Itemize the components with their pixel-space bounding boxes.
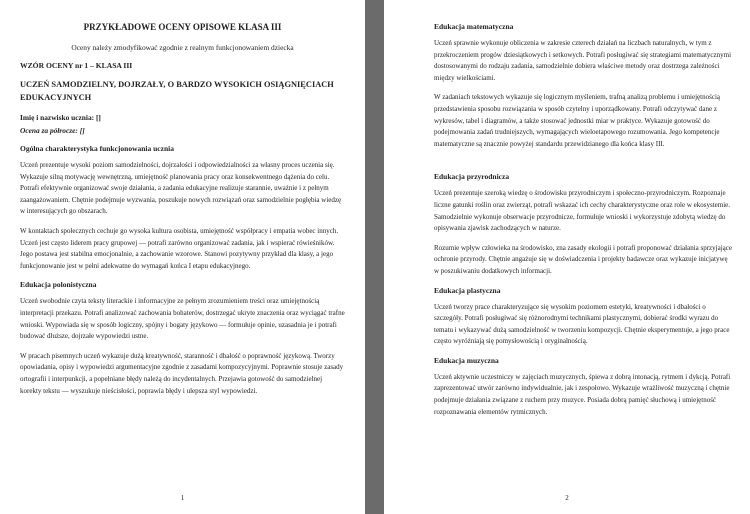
nature-paragraph-1: Uczeń prezentuje szeroką wiedzę o środowisku przyrodniczym i społeczno-przyrodniczym. Rozpoznaje liczne gatunki roślin oraz zwierząt, potrafi wskazać ich cechy charakterystyczne oraz role w ekosystemie. Samodzielnie wykonuje obserwacje przyrodnicze, formułuje wnioski i wykorzystuje zdobytą wiedzę do opisywania zjawisk zachodzących w naturze. — [434, 189, 730, 233]
document-subtitle: Oceny należy zmodyfikować zgodnie z realnym funkcjonowaniem dziecka — [71, 43, 294, 52]
polish-paragraph-1: Uczeń swobodnie czyta teksty literackie i informacyjne ze pełnym zrozumieniem treści oraz umiejętnością interpretacji przekazu. Potrafi analizować zachowania bohaterów, dostrzegać ukryte znaczenia oraz wyciągać trafne wnioski. Wypowiada się w sposób logiczny, spójny i bogaty językowo — formułuje opinie, uzasadnia je i potrafi budować dłuższe, dojrzałe wypowiedzi ustne. — [20, 297, 345, 341]
document-page-2 — [384, 0, 750, 514]
page-2-content — [434, 22, 734, 426]
page-1-content — [20, 22, 345, 405]
polish-paragraph-2: W pracach pisemnych uczeń wykazuje dużą kreatywność, staranność i dbałość o poprawność językową. Tworzy opowiadania, opisy i wypowiedzi argumentacyjne zgodnie z zasadami kompozycyjnymi. Poprawnie stosuje zasady ortografii i interpunkcji, a popełniane błędy należą do incydentalnych. Przejawia gotowość do samodzielnej korekty tekstu — wyszukuje nieścisłości, poprawia błędy i ulepsza styl wypowiedzi. — [20, 351, 344, 395]
document-page-1 — [0, 0, 365, 514]
general-section-heading: Ogólna charakterystyka funkcjonowania ucznia — [20, 144, 174, 153]
semester-grade-field: Ocena za półrocze: [] — [20, 126, 85, 135]
nature-paragraph-2: Rozumie wpływ człowieka na środowisko, zna zasady ekologii i potrafi proponować działania sprzyjające ochronie przyrody. Chętnie angażuje się w doświadczenia i projekty badawcze oraz wykazuje inicjatywę w poszukiwaniu dodatkowych informacji. — [434, 243, 732, 275]
document-title: PRZYKŁADOWE OCENY OPISOWE KLASA III — [83, 22, 282, 32]
music-section-heading: Edukacja muzyczna — [434, 355, 499, 365]
math-paragraph-2: W zadaniach tekstowych wykazuje się logicznym myśleniem, trafną analizą problemu i umiejętnością przedstawienia sposobu rozwiązania w sposób czytelny i uporządkowany. Potrafi odczytywać dane z wykresów, tabel i diagramów, a także stosować jednostki miar w praktyce. Wykazuje gotowość do podejmowania zadań trudniejszych, wymagających wieloetapowego rozumowania. Jego kompetencje matematyczne są znacznie powyżej standardu przewidzianego dla końca klasy III. — [434, 93, 720, 148]
page-gap — [365, 0, 384, 514]
general-paragraph-2: W kontaktach społecznych cechuje go wysoka kultura osobista, umiejętność współpracy i empatia wobec innych. Uczeń jest często liderem pracy grupowej — potrafi zarówno organizować zadania, jak i wspierać rówieśników. Jego postawa jest stabilna emocjonalnie, a zachowanie wzorowe. Stanowi pozytywny przykład dla klasy, a jego funkcjonowanie jest w pełni adekwatne do wymagań końca I etapu edukacyjnego. — [20, 226, 339, 270]
music-paragraph-1: Uczeń aktywnie uczestniczy w zajęciach muzycznych, śpiewa z dobrą intonacją, rytmem i dykcją. Potrafi zaprezentować utwór zarówno indywidualnie, jak i zespołowo. Wykazuje wrażliwość muzyczną i chętnie podejmuje działania związane z ruchem przy muzyce. Posiada dobrą pamięć słuchową i umiejętność rozpoznawania elementów rytmicznych. — [434, 372, 731, 416]
art-section-heading: Edukacja plastyczna — [434, 285, 501, 295]
model-heading: WZÓR OCENY nr 1 – KLASA III — [20, 61, 133, 70]
student-name-field: Imię i nazwisko ucznia: [] — [20, 113, 101, 122]
page-number: 2 — [565, 494, 569, 502]
student-type-heading: UCZEŃ SAMODZIELNY, DOJRZAŁY, O BARDZO WYSOKICH OSIĄGNIĘCIACH EDUKACYJNYCH — [20, 80, 334, 102]
art-paragraph-1: Uczeń tworzy prace charakteryzujące się wysokim poziomem estetyki, kreatywności i dbałości o szczegóły. Potrafi posługiwać się różnorodnymi technikami plastycznymi, dobierać środki wyrazu do tematu i wykazywać dużą samodzielność w tworzeniu kompozycji. Chętnie eksperymentuje, a jego prace często wyróżniają się pomysłowością i oryginalnością. — [434, 302, 730, 346]
math-paragraph-1: Uczeń sprawnie wykonuje obliczenia w zakresie czterech działań na liczbach naturalnych, w tym z przekroczeniem progów dziesiątkowych i setkowych. Potrafi posługiwać się strategiami matematycznymi dostosowanymi do rodzaju zadania, samodzielnie dobiera właściwe metody oraz dostrzega zależności między wielkościami. — [434, 39, 732, 82]
polish-section-heading: Edukacja polonistyczna — [20, 280, 97, 290]
nature-section-heading: Edukacja przyrodnicza — [434, 172, 510, 182]
math-section-heading: Edukacja matematyczna — [434, 22, 514, 31]
page-number: 1 — [180, 494, 185, 502]
general-paragraph-1: Uczeń prezentuje wysoki poziom samodzielności, dojrzałości i odpowiedzialności za własny proces uczenia się. Wykazuje silną motywację wewnętrzną, umiejętność planowania pracy oraz konsekwentnego dążenia do celu. Potrafi efektywnie organizować swoje działania, a zadania edukacyjne realizuje starannie, uważnie i z pełnym zaangażowaniem. Chętnie podejmuje wyzwania, poszukuje nowych rozwiązań oraz samodzielnie pogłębia wiedzę w interesujących go obszarach. — [20, 161, 342, 216]
section-spacer — [434, 158, 734, 172]
